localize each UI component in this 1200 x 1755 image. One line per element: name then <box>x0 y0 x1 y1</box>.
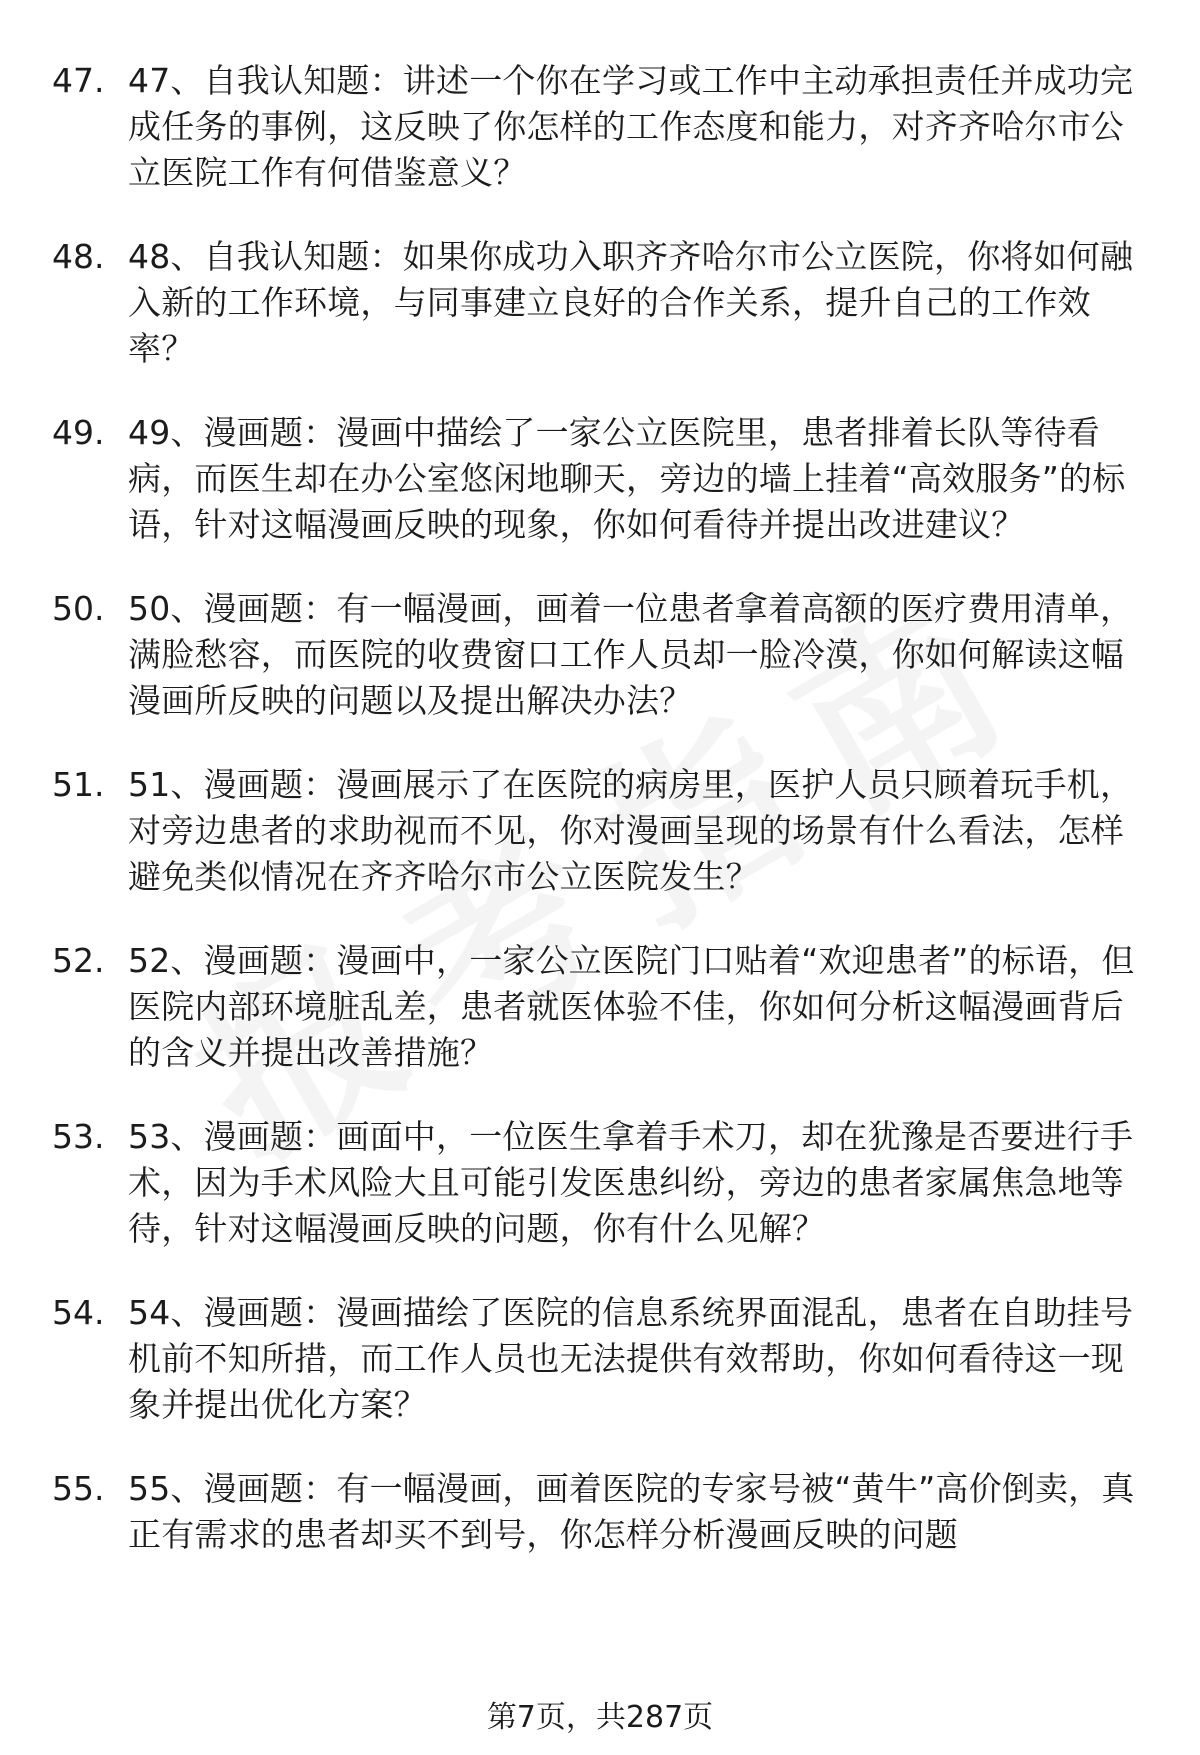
question-number: 55. <box>52 1469 105 1508</box>
question-number: 53. <box>52 1117 105 1156</box>
question-list <box>52 58 1152 1596</box>
question-item-50 <box>52 586 1152 724</box>
question-text: 48、自我认知题：如果你成功入职齐齐哈尔市公立医院，你将如何融入新的工作环境，与同事建立良好的合作关系，提升自己的工作效率？ <box>128 237 1134 368</box>
question-item-49 <box>52 410 1152 548</box>
question-item-52 <box>52 938 1152 1076</box>
question-item-54 <box>52 1290 1152 1428</box>
question-text: 55、漫画题：有一幅漫画，画着医院的专家号被“黄牛”高价倒卖，真正有需求的患者却买不到号，你怎样分析漫画反映的问题 <box>128 1469 1135 1554</box>
page-footer: 第7页，共287页 <box>486 1700 714 1735</box>
question-text: 54、漫画题：漫画描绘了医院的信息系统界面混乱，患者在自助挂号机前不知所措，而工作人员也无法提供有效帮助，你如何看待这一现象并提出优化方案？ <box>128 1293 1134 1424</box>
question-text: 52、漫画题：漫画中，一家公立医院门口贴着“欢迎患者”的标语，但医院内部环境脏乱差，患者就医体验不佳，你如何分析这幅漫画背后的含义并提出改善措施？ <box>128 941 1135 1072</box>
question-item-51 <box>52 762 1152 900</box>
question-text: 47、自我认知题：讲述一个你在学习或工作中主动承担责任并成功完成任务的事例，这反映了你怎样的工作态度和能力，对齐齐哈尔市公立医院工作有何借鉴意义？ <box>128 61 1134 192</box>
question-number: 48. <box>52 237 105 276</box>
question-item-55 <box>52 1466 1152 1558</box>
question-number: 47. <box>52 61 105 100</box>
question-number: 54. <box>52 1293 105 1332</box>
question-number: 51. <box>52 765 105 804</box>
question-text: 53、漫画题：画面中，一位医生拿着手术刀，却在犹豫是否要进行手术，因为手术风险大且可能引发医患纠纷，旁边的患者家属焦急地等待，针对这幅漫画反映的问题，你有什么见解？ <box>128 1117 1134 1248</box>
question-text: 51、漫画题：漫画展示了在医院的病房里，医护人员只顾着玩手机，对旁边患者的求助视而不见，你对漫画呈现的场景有什么看法，怎样避免类似情况在齐齐哈尔市公立医院发生？ <box>128 765 1134 896</box>
question-number: 49. <box>52 413 105 452</box>
question-item-48 <box>52 234 1152 372</box>
question-number: 50. <box>52 589 105 628</box>
question-item-47 <box>52 58 1152 196</box>
question-text: 50、漫画题：有一幅漫画，画着一位患者拿着高额的医疗费用清单，满脸愁容，而医院的收费窗口工作人员却一脸冷漠，你如何解读这幅漫画所反映的问题以及提出解决办法？ <box>128 589 1134 720</box>
question-number: 52. <box>52 941 105 980</box>
question-text: 49、漫画题：漫画中描绘了一家公立医院里，患者排着长队等待看病，而医生却在办公室悠闲地聊天，旁边的墙上挂着“高效服务”的标语，针对这幅漫画反映的现象，你如何看待并提出改进建议？ <box>128 413 1126 544</box>
question-item-53 <box>52 1114 1152 1252</box>
